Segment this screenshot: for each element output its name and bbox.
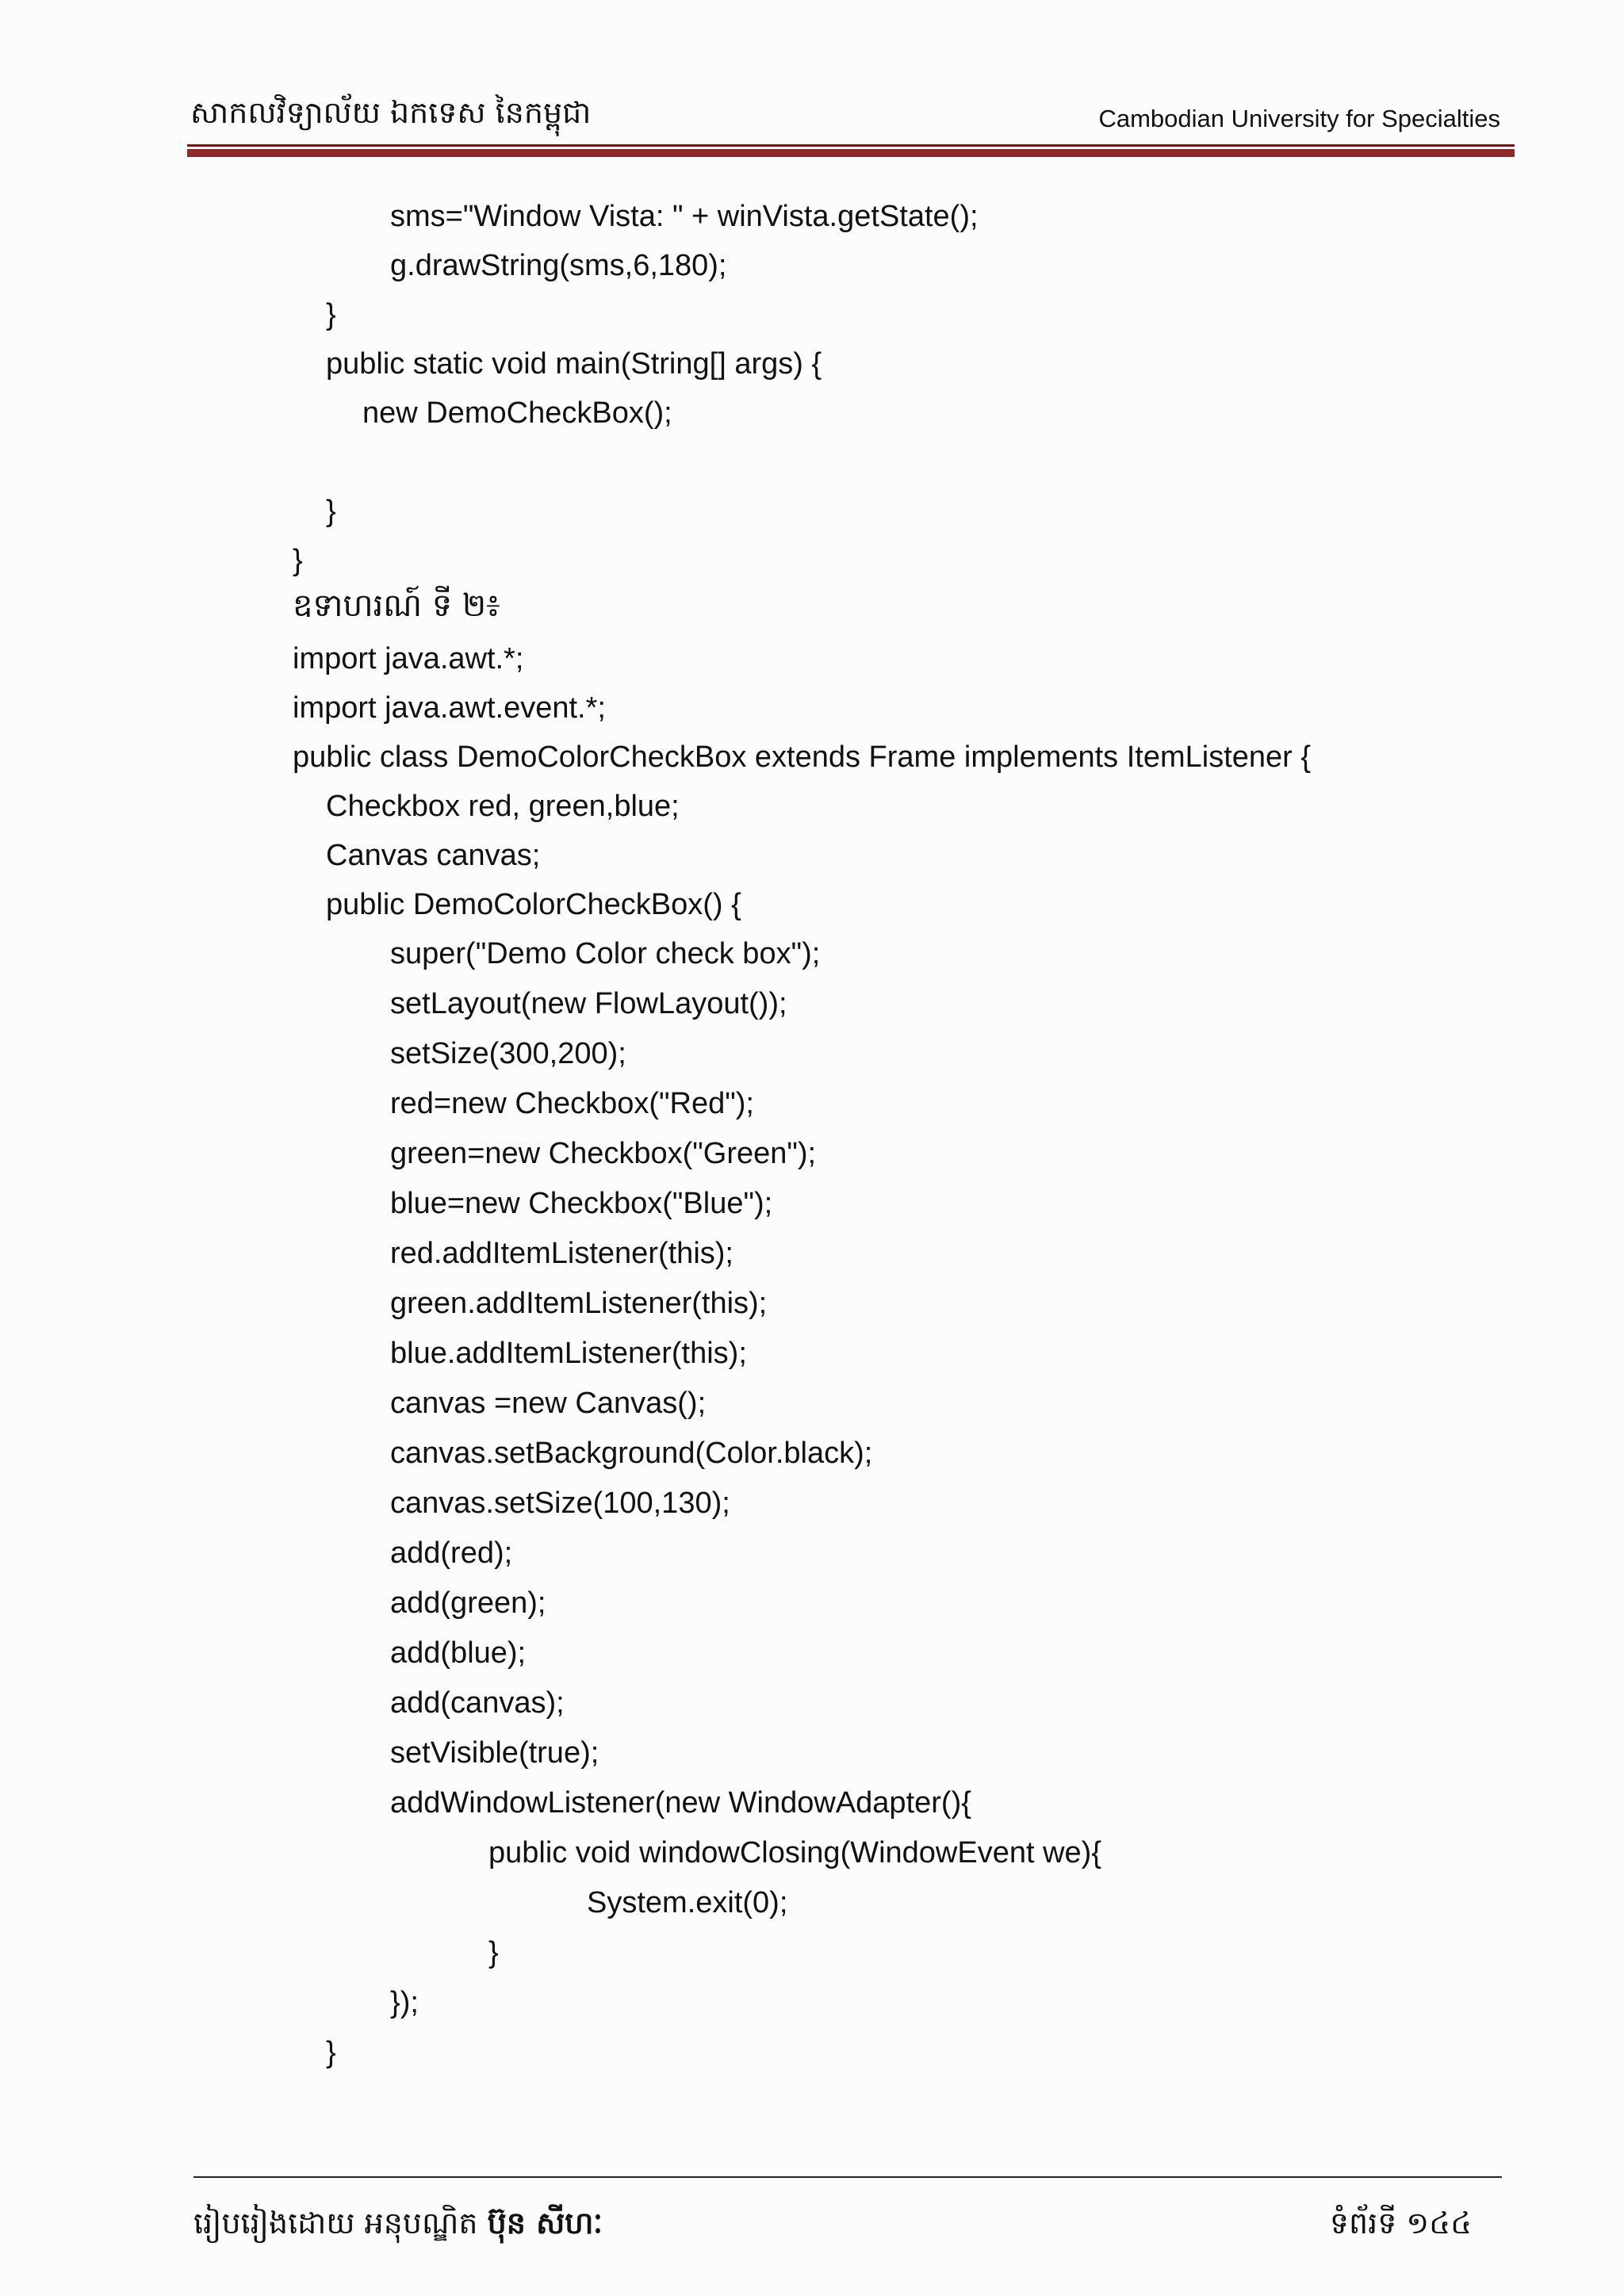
code-line: } <box>488 1936 499 1969</box>
university-name-khmer: សាកលវិទ្យាល័យ ឯកទេស នៃកម្ពុជា <box>190 95 592 130</box>
code-line: }); <box>390 1986 419 2019</box>
code-line: public static void main(String[] args) { <box>326 347 822 381</box>
code-line: } <box>326 2036 336 2069</box>
code-line: public DemoColorCheckBox() { <box>326 888 741 921</box>
author-name: ប៊ុន សីហៈ <box>487 2205 603 2241</box>
code-line: add(red); <box>390 1536 513 1570</box>
code-line: setLayout(new FlowLayout()); <box>390 987 787 1020</box>
header-divider-thick <box>187 149 1515 157</box>
code-line: System.exit(0); <box>587 1886 788 1919</box>
code-line: add(blue); <box>390 1636 527 1670</box>
code-line: setVisible(true); <box>390 1736 599 1770</box>
code-line: blue.addItemListener(this); <box>390 1337 747 1370</box>
code-line: canvas.setSize(100,130); <box>390 1487 730 1520</box>
code-line: public class DemoColorCheckBox extends Frame implements ItemListener { <box>293 740 1312 774</box>
code-line: g.drawString(sms,6,180); <box>390 249 727 282</box>
page-header <box>190 94 1500 141</box>
code-line: } <box>293 544 303 577</box>
code-line: red=new Checkbox("Red"); <box>390 1087 754 1120</box>
code-line: import java.awt.event.*; <box>293 691 606 725</box>
code-line: public void windowClosing(WindowEvent we){ <box>488 1836 1102 1869</box>
code-line: super("Demo Color check box"); <box>390 937 821 970</box>
footer-divider <box>193 2176 1502 2178</box>
code-line: add(green); <box>390 1586 546 1620</box>
code-line: import java.awt.*; <box>293 642 524 675</box>
page-number: ទំព័រទី ១៤៤ <box>1329 2206 1472 2241</box>
header-divider-thin <box>187 144 1515 147</box>
code-line: Canvas canvas; <box>326 839 541 872</box>
example-heading: ឧទាហរណ៍ ទី ២៖ <box>293 587 500 624</box>
university-name-english: Cambodian University for Specialties <box>1098 105 1500 132</box>
code-line: green=new Checkbox("Green"); <box>390 1137 817 1170</box>
code-line: canvas =new Canvas(); <box>390 1387 707 1420</box>
footer-credit <box>193 2204 603 2248</box>
code-line: add(canvas); <box>390 1686 565 1720</box>
code-line: blue=new Checkbox("Blue"); <box>390 1187 773 1220</box>
code-line: addWindowListener(new WindowAdapter(){ <box>390 1786 971 1820</box>
code-line: new DemoCheckBox(); <box>362 396 672 430</box>
code-line: green.addItemListener(this); <box>390 1287 768 1320</box>
code-line: Checkbox red, green,blue; <box>326 790 680 823</box>
code-line: } <box>326 495 336 528</box>
code-line: canvas.setBackground(Color.black); <box>390 1437 873 1470</box>
prepared-by-label: រៀបរៀងដោយ អនុបណ្ឌិត <box>193 2206 478 2241</box>
code-line: sms="Window Vista: " + winVista.getState(); <box>390 200 979 233</box>
code-line: red.addItemListener(this); <box>390 1237 733 1270</box>
code-line: setSize(300,200); <box>390 1037 626 1070</box>
code-line: } <box>326 298 336 331</box>
